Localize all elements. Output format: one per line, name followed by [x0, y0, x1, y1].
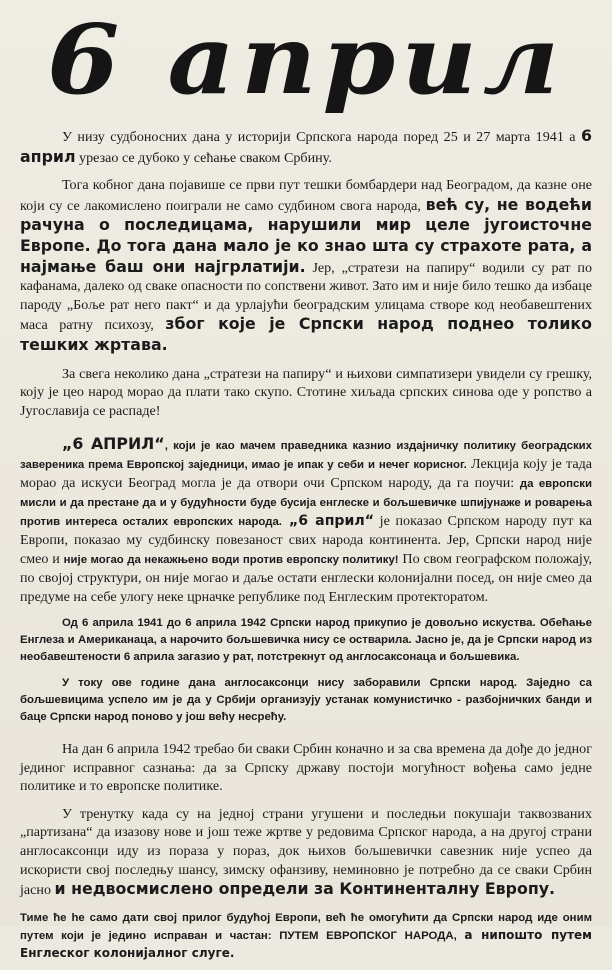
p9-bold-1: а нипошто путем Енглеског колонијалног слуге.	[20, 927, 592, 960]
p1-text-2: урезао се дубоко у сећање сваком Србину.	[75, 149, 332, 166]
p4-text-1: Лекција коју је тада морао да искуси Београд могла је да отвори очи Српском народу, да га поучи:	[20, 456, 592, 492]
poster-title: 6 април	[46, 2, 566, 117]
paragraph-2	[20, 176, 592, 355]
p2-text-2: Јер, „стратези на папиру“ водили су рат по кафанама, далеко од сваке опасности по сопствени живот. Зато им и није било тешко да избаце пароду „Боље рат него пакт“ и да урлајући београдским улицама створе код необавештених маса ратну психозу,	[20, 259, 593, 334]
paragraph-7: На дан 6 априла 1942 требао би сваки Србин коначно и за сва времена да дође до једног јединог исправног сазнања: да за Српску државу постоји могућност вођења само једне политике и то европске политике.	[20, 741, 592, 795]
p2-bold-1: већ су, не водећи рачуна о последицама, нарушили мир целе југоисточне Европе. До тога дана мало је ко знао шта су страхоте рата, а најмање баш они најгрлатији.	[20, 194, 592, 276]
p4-small-2: да европски мисли и да престане да и у будућности буде бусија енглеске и бољшевичке шпијунаже и роварења против интереса осталих европских народа.	[20, 478, 592, 529]
paragraph-6: У току ове године дана англосаксонци нису заборавили Српски народ. Заједно са бољшевицима успело им је да у Србији организују устанак комунистичко - разбојничких банди и баце Српски народ поново у још већу несрећу.	[20, 677, 592, 724]
p8-bold-1: и недвосмислено определи за Континенталну Европу.	[54, 879, 556, 899]
paragraph-4	[20, 434, 592, 606]
paragraph-8	[20, 805, 592, 900]
p4-text-2: је показао Српском народу пут ка Европи, показао му судбинску повезаност свих народа континента. Јер, Српски народ није смео и	[20, 513, 592, 567]
paragraph-9	[20, 909, 592, 961]
p2-bold-2: због које је Српски народ поднео толико тешких жртава.	[20, 314, 592, 354]
paragraph-3: За свега неколико дана „стратези на папиру“ и њихови симпатизери увидели су грешку, коју је цео народ морао да плати тако скупо. Стотине хиљада српских синова оде у ропство а Југославија се распаде!	[20, 365, 592, 419]
p4-bold-1: „6 АПРИЛ“	[62, 434, 165, 454]
p4-small-3: није могао да некажњено води против европску политику!	[63, 553, 399, 566]
p1-bold-1: 6 април	[20, 126, 592, 166]
paragraph-1	[20, 126, 592, 167]
p4-small-1: , који је као мачем праведника казнио издајничку политику београдских завереника према Европској заједници, имао је ипак у себи и нечег корисног.	[20, 440, 592, 472]
p2-text-1: Тога кобног дана појавише се први пут тешки бомбардери над Београдом, да казне оне који су се лакомислено поиграли не само судбином свога народа,	[20, 177, 592, 214]
p4-text-3: По свом географском положају, по својој структури, он није могао и даље остати енглески колонијални посед, он није смео да предуме на себе улогу неке црначке републике под Енглеским протекторатом.	[20, 550, 592, 605]
p4-bold-2: „6 април“	[281, 513, 374, 530]
paragraph-5: Од 6 априла 1941 до 6 априла 1942 Српски народ прикупио је довољно искуства. Обећање Енглеза и Американаца, а нарочито бољшевичка нису се остварила. Јасно је, да је Српски народ из необавештености 6 априла загазио у рат, потстрекнут од англосаксонаца и бољшевика.	[20, 617, 592, 664]
p8-text-1: У тренутку када су на једној страни угушени и последњи покушаји таквозваних „партизана“ да изазову нове и још теже жртве у редовима Српског народа, а на другој страни англосаксонци иду из пораза у пораз, док њихов бољшевички савезник није успео да искористи свој последњу шансу, зимску офанзиву, неминовно је потребно да се сваки Србин јасно	[20, 805, 592, 899]
p1-text-1: У низу судбоносних дана у историји Српскога народа поред 25 и 27 марта 1941 а	[62, 129, 581, 145]
poster-body	[20, 126, 592, 970]
p9-text-1: Тиме ће he само дати свој прилог будућој Европи, већ ће омогућити да Српски народ иде оним путем који је једино исправан и частан: ПУТЕМ ЕВРОПСКОГ НАРОДА,	[20, 911, 592, 942]
